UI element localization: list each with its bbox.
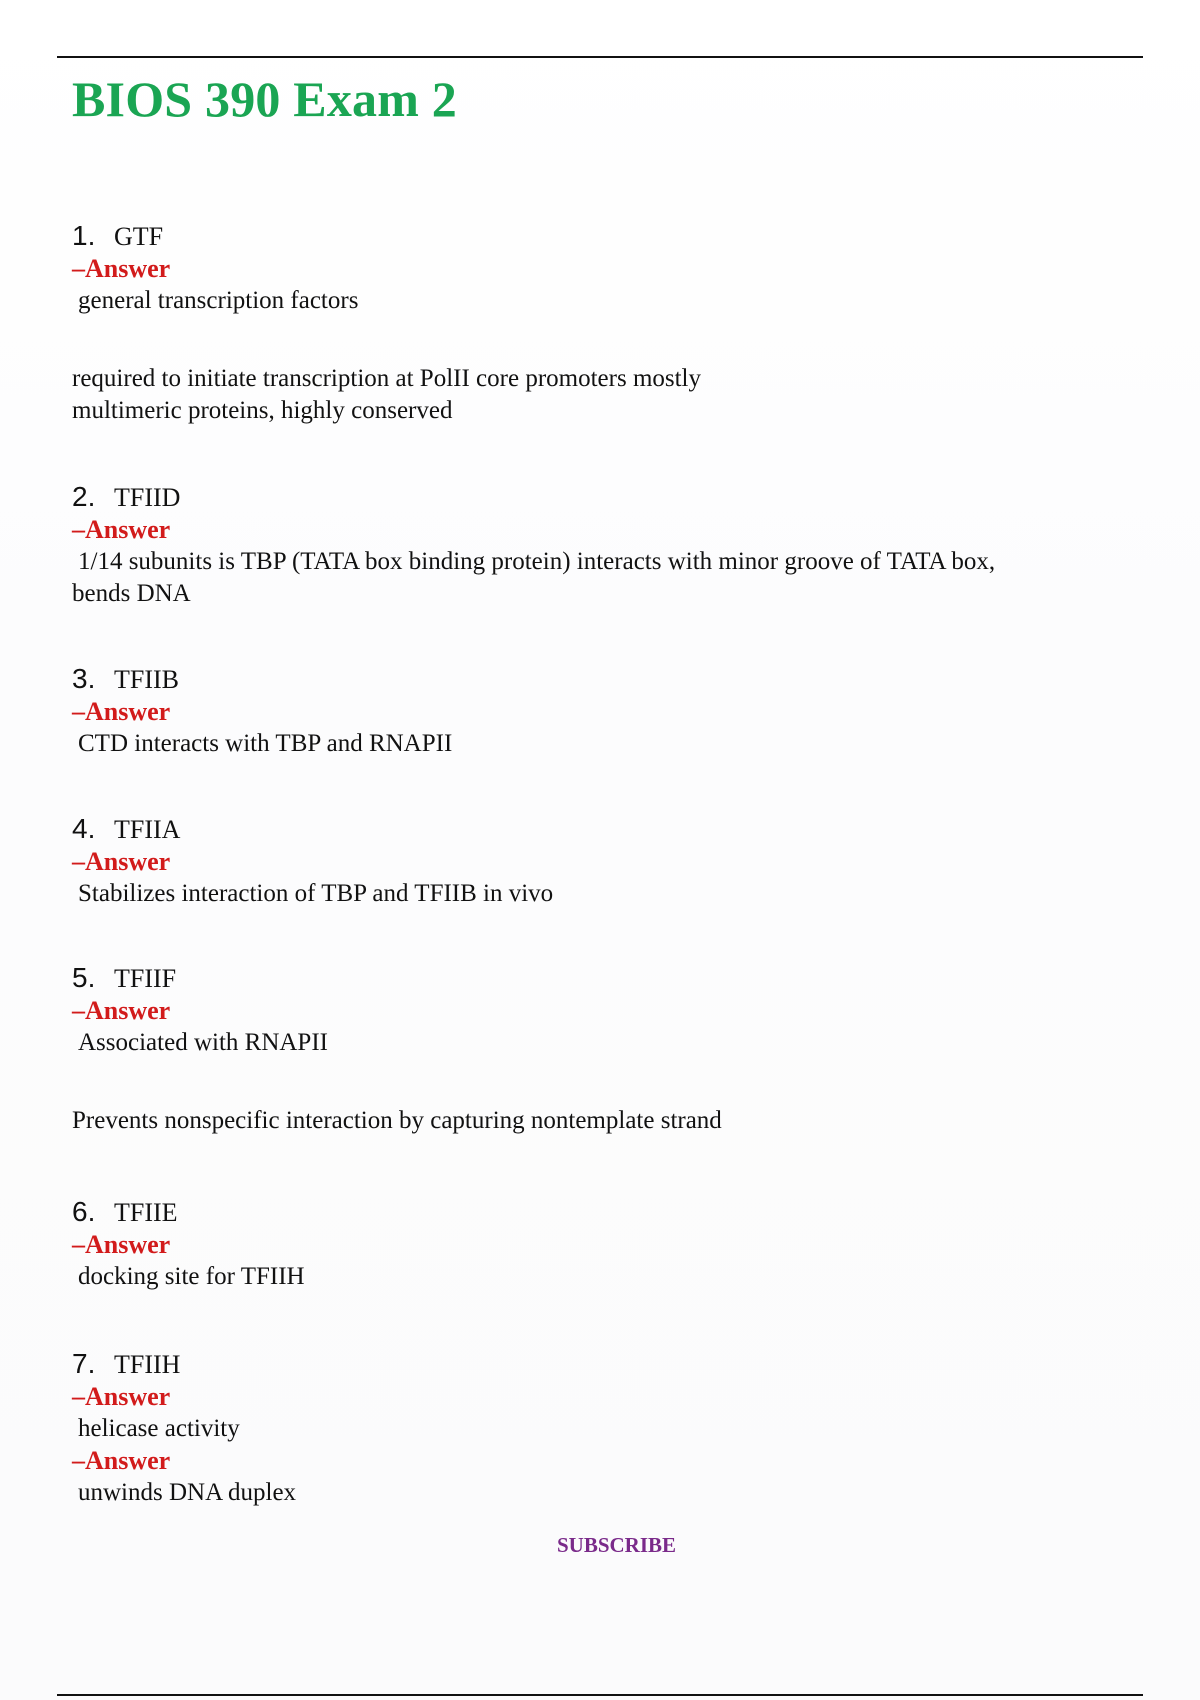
question-number: 2.: [72, 481, 96, 512]
question-number: 4.: [72, 813, 96, 844]
question-term: TFIIH: [114, 1350, 181, 1379]
answer-label: –Answer: [72, 1446, 171, 1475]
answer-label: –Answer: [72, 254, 171, 283]
question-item-6: [72, 1196, 1132, 1293]
question-number: 1.: [72, 220, 96, 251]
question-term: TFIID: [114, 483, 181, 512]
answer-text: general transcription factors: [78, 287, 359, 314]
question-header: [72, 813, 1132, 846]
subscribe-link[interactable]: SUBSCRIBE: [556, 1533, 677, 1557]
question-term: TFIIF: [114, 964, 177, 993]
answer-text: unwinds DNA duplex: [78, 1479, 297, 1506]
answer-extra-line: multimeric proteins, highly conserved: [72, 397, 453, 424]
question-term: GTF: [114, 222, 164, 251]
question-item-2: [72, 481, 1132, 610]
answer-text: docking site for TFIIH: [78, 1263, 305, 1290]
question-header: [72, 663, 1132, 696]
answer-label: –Answer: [72, 1382, 171, 1411]
question-number: 5.: [72, 962, 96, 993]
page-title: BIOS 390 Exam 2: [72, 71, 458, 127]
question-term: TFIIB: [114, 665, 179, 694]
question-header: [72, 1348, 1132, 1381]
answer-text: Stabilizes interaction of TBP and TFIIB in vivo: [78, 880, 554, 907]
answer-extra-line: required to initiate transcription at PolII core promoters mostly: [72, 365, 702, 392]
question-number: 6.: [72, 1196, 96, 1227]
answer-text: helicase activity: [78, 1415, 240, 1442]
question-header: [72, 1196, 1132, 1229]
question-header: [72, 962, 1132, 995]
answer-label: –Answer: [72, 1230, 171, 1259]
question-item-7: [72, 1348, 1132, 1509]
question-number: 7.: [72, 1348, 96, 1379]
bottom-divider: [57, 1694, 1143, 1696]
answer-text-continued: bends DNA: [72, 580, 191, 607]
question-header: [72, 220, 1132, 253]
answer-label: –Answer: [72, 996, 171, 1025]
answer-label: –Answer: [72, 697, 171, 726]
question-item-4: [72, 813, 1132, 910]
question-term: TFIIE: [114, 1198, 178, 1227]
question-item-3: [72, 663, 1132, 760]
top-divider: [57, 56, 1143, 58]
answer-label: –Answer: [72, 847, 171, 876]
answer-text: CTD interacts with TBP and RNAPII: [78, 730, 453, 757]
answer-text: Associated with RNAPII: [78, 1029, 328, 1056]
question-item-5: [72, 962, 1132, 1137]
answer-extra-line: Prevents nonspecific interaction by capturing nontemplate strand: [72, 1107, 722, 1134]
question-number: 3.: [72, 663, 96, 694]
question-item-1: [72, 220, 1132, 427]
answer-label: –Answer: [72, 515, 171, 544]
question-header: [72, 481, 1132, 514]
answer-text: 1/14 subunits is TBP (TATA box binding protein) interacts with minor groove of TATA box,: [78, 548, 996, 575]
question-term: TFIIA: [114, 815, 181, 844]
